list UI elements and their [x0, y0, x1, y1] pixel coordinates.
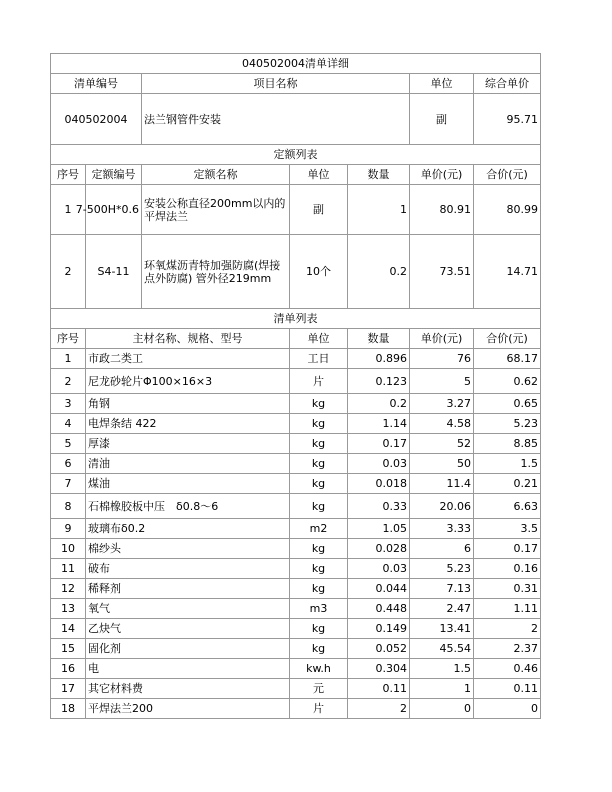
material-qty: 0.448 [348, 599, 410, 619]
material-qty: 0.11 [348, 679, 410, 699]
material-qty: 0.018 [348, 474, 410, 494]
material-total: 1.11 [474, 599, 541, 619]
material-unit-price-header: 单价(元) [410, 329, 474, 349]
material-row [51, 659, 541, 679]
material-name: 清油 [86, 454, 290, 474]
material-seq: 8 [51, 494, 86, 519]
bill-unit: 副 [410, 94, 474, 145]
quota-unit: 10个 [290, 235, 348, 309]
material-unit: kg [290, 414, 348, 434]
material-qty: 0.123 [348, 369, 410, 394]
material-name: 电 [86, 659, 290, 679]
material-seq: 6 [51, 454, 86, 474]
material-unit-price: 7.13 [410, 579, 474, 599]
material-name-header: 主材名称、规格、型号 [86, 329, 290, 349]
material-name: 厚漆 [86, 434, 290, 454]
material-row [51, 679, 541, 699]
material-seq: 11 [51, 559, 86, 579]
material-unit-price: 4.58 [410, 414, 474, 434]
material-unit: kg [290, 639, 348, 659]
material-name: 煤油 [86, 474, 290, 494]
materials-header-row [51, 329, 541, 349]
material-unit-price: 20.06 [410, 494, 474, 519]
material-qty: 0.304 [348, 659, 410, 679]
material-unit: kw.h [290, 659, 348, 679]
material-seq: 1 [51, 349, 86, 369]
material-unit: m3 [290, 599, 348, 619]
material-row [51, 454, 541, 474]
material-seq: 15 [51, 639, 86, 659]
material-name: 固化剂 [86, 639, 290, 659]
quota-seq: 1 [51, 185, 86, 235]
material-qty: 0.149 [348, 619, 410, 639]
material-unit-price: 5 [410, 369, 474, 394]
material-seq-header: 序号 [51, 329, 86, 349]
bill-detail-table [50, 53, 541, 719]
quota-code-header: 定额编号 [86, 165, 142, 185]
material-row [51, 519, 541, 539]
material-unit-price: 2.47 [410, 599, 474, 619]
material-seq: 10 [51, 539, 86, 559]
material-name: 玻璃布δ0.2 [86, 519, 290, 539]
quota-unit-price: 80.91 [410, 185, 474, 235]
material-unit: 片 [290, 699, 348, 719]
material-total: 0.31 [474, 579, 541, 599]
quota-total-header: 合价(元) [474, 165, 541, 185]
material-qty: 0.896 [348, 349, 410, 369]
material-total: 0.11 [474, 679, 541, 699]
material-unit-header: 单位 [290, 329, 348, 349]
material-seq: 16 [51, 659, 86, 679]
material-unit: kg [290, 494, 348, 519]
quota-code: S4-11 [86, 235, 142, 309]
material-row [51, 369, 541, 394]
material-name: 平焊法兰200 [86, 699, 290, 719]
quota-qty: 0.2 [348, 235, 410, 309]
material-qty-header: 数量 [348, 329, 410, 349]
material-unit-price: 13.41 [410, 619, 474, 639]
material-row [51, 579, 541, 599]
material-seq: 12 [51, 579, 86, 599]
material-row [51, 414, 541, 434]
quota-row [51, 235, 541, 309]
material-seq: 17 [51, 679, 86, 699]
materials-section-title: 清单列表 [51, 309, 541, 329]
quota-code: 7-500H*0.6 [86, 185, 142, 235]
material-unit-price: 45.54 [410, 639, 474, 659]
material-total: 0.16 [474, 559, 541, 579]
material-total: 3.5 [474, 519, 541, 539]
material-seq: 13 [51, 599, 86, 619]
material-unit: kg [290, 454, 348, 474]
material-unit: kg [290, 539, 348, 559]
material-name: 棉纱头 [86, 539, 290, 559]
material-qty: 0.03 [348, 559, 410, 579]
quota-name: 安装公称直径200mm以内的平焊法兰 [142, 185, 290, 235]
material-row [51, 699, 541, 719]
quota-section-title: 定额列表 [51, 145, 541, 165]
material-unit-price: 3.27 [410, 394, 474, 414]
quota-unit-price-header: 单价(元) [410, 165, 474, 185]
bill-name-header: 项目名称 [142, 74, 410, 94]
material-unit: kg [290, 474, 348, 494]
material-unit-price: 5.23 [410, 559, 474, 579]
material-unit: kg [290, 394, 348, 414]
material-qty: 0.2 [348, 394, 410, 414]
material-unit-price: 50 [410, 454, 474, 474]
quota-name-header: 定额名称 [142, 165, 290, 185]
material-name: 氧气 [86, 599, 290, 619]
quota-total: 14.71 [474, 235, 541, 309]
material-total: 0.17 [474, 539, 541, 559]
material-name: 角钢 [86, 394, 290, 414]
quota-header-row [51, 165, 541, 185]
material-seq: 14 [51, 619, 86, 639]
material-unit: 工日 [290, 349, 348, 369]
material-qty: 1.14 [348, 414, 410, 434]
material-total: 0.21 [474, 474, 541, 494]
material-seq: 7 [51, 474, 86, 494]
material-qty: 1.05 [348, 519, 410, 539]
quota-unit: 副 [290, 185, 348, 235]
material-name: 尼龙砂轮片Φ100×16×3 [86, 369, 290, 394]
material-seq: 4 [51, 414, 86, 434]
material-unit: 元 [290, 679, 348, 699]
bill-price-header: 综合单价 [474, 74, 541, 94]
material-qty: 0.33 [348, 494, 410, 519]
material-unit-price: 6 [410, 539, 474, 559]
material-unit-price: 3.33 [410, 519, 474, 539]
bill-unit-header: 单位 [410, 74, 474, 94]
material-qty: 0.17 [348, 434, 410, 454]
material-name: 稀释剂 [86, 579, 290, 599]
bill-detail-sheet [50, 53, 540, 719]
bill-code: 040502004 [51, 94, 142, 145]
material-unit: m2 [290, 519, 348, 539]
material-unit-price: 52 [410, 434, 474, 454]
material-row [51, 394, 541, 414]
material-unit-price: 1.5 [410, 659, 474, 679]
material-unit-price: 11.4 [410, 474, 474, 494]
material-qty: 0.028 [348, 539, 410, 559]
quota-seq-header: 序号 [51, 165, 86, 185]
quota-qty: 1 [348, 185, 410, 235]
quota-name: 环氧煤沥青特加强防腐(焊接点外防腐) 管外径219mm [142, 235, 290, 309]
sheet-title: 040502004清单详细 [51, 54, 541, 74]
material-unit-price: 76 [410, 349, 474, 369]
material-row [51, 639, 541, 659]
material-total: 1.5 [474, 454, 541, 474]
bill-name: 法兰钢管件安装 [142, 94, 410, 145]
material-seq: 18 [51, 699, 86, 719]
material-seq: 3 [51, 394, 86, 414]
quota-unit-price: 73.51 [410, 235, 474, 309]
material-name: 其它材料费 [86, 679, 290, 699]
material-total: 68.17 [474, 349, 541, 369]
material-name: 破布 [86, 559, 290, 579]
material-total: 2.37 [474, 639, 541, 659]
material-total: 0.62 [474, 369, 541, 394]
material-row [51, 599, 541, 619]
material-total: 5.23 [474, 414, 541, 434]
material-unit-price: 1 [410, 679, 474, 699]
material-unit: kg [290, 579, 348, 599]
material-name: 市政二类工 [86, 349, 290, 369]
material-qty: 0.044 [348, 579, 410, 599]
material-row [51, 434, 541, 454]
bill-row [51, 94, 541, 145]
material-row [51, 474, 541, 494]
quota-total: 80.99 [474, 185, 541, 235]
material-row [51, 559, 541, 579]
material-total: 0.65 [474, 394, 541, 414]
material-qty: 0.03 [348, 454, 410, 474]
material-total: 0 [474, 699, 541, 719]
material-unit: kg [290, 434, 348, 454]
material-seq: 2 [51, 369, 86, 394]
material-seq: 5 [51, 434, 86, 454]
material-total-header: 合价(元) [474, 329, 541, 349]
material-row [51, 619, 541, 639]
material-name: 石棉橡胶板中压 δ0.8～6 [86, 494, 290, 519]
material-name: 电焊条结 422 [86, 414, 290, 434]
bill-price: 95.71 [474, 94, 541, 145]
material-unit: kg [290, 619, 348, 639]
material-name: 乙炔气 [86, 619, 290, 639]
material-unit-price: 0 [410, 699, 474, 719]
material-row [51, 539, 541, 559]
quota-unit-header: 单位 [290, 165, 348, 185]
material-unit: kg [290, 559, 348, 579]
quota-qty-header: 数量 [348, 165, 410, 185]
material-total: 2 [474, 619, 541, 639]
quota-seq: 2 [51, 235, 86, 309]
material-seq: 9 [51, 519, 86, 539]
bill-code-header: 清单编号 [51, 74, 142, 94]
material-qty: 0.052 [348, 639, 410, 659]
material-total: 6.63 [474, 494, 541, 519]
quota-row [51, 185, 541, 235]
bill-header-row [51, 74, 541, 94]
material-total: 8.85 [474, 434, 541, 454]
material-unit: 片 [290, 369, 348, 394]
material-qty: 2 [348, 699, 410, 719]
material-total: 0.46 [474, 659, 541, 679]
material-row [51, 349, 541, 369]
material-row [51, 494, 541, 519]
